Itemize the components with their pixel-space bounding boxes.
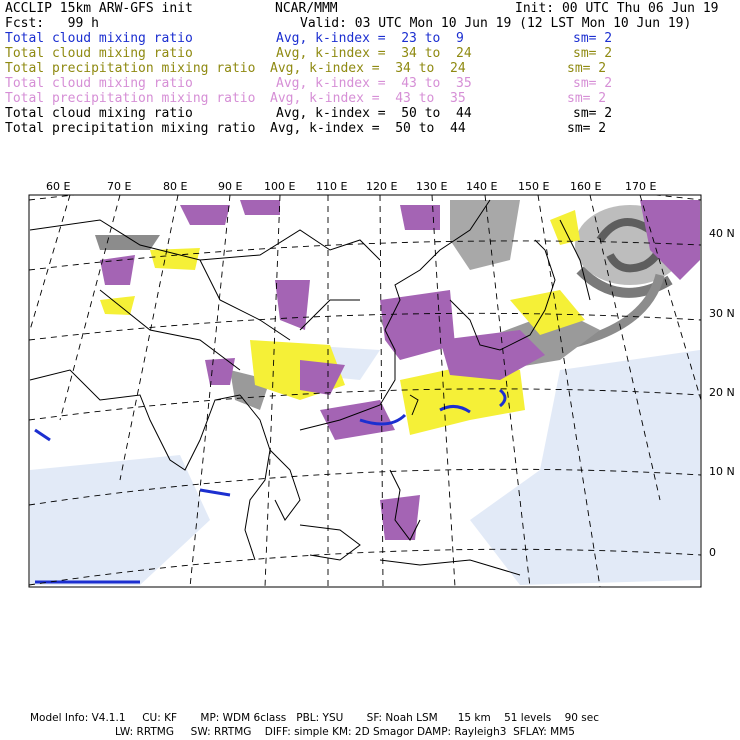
legend-name: Total cloud mixing ratio — [5, 76, 193, 91]
legend-name: Total cloud mixing ratio — [5, 31, 193, 46]
lon-label: 140 E — [466, 180, 498, 193]
lon-label: 160 E — [570, 180, 602, 193]
institution-label: NCAR/MMM — [275, 1, 338, 16]
lon-label: 130 E — [416, 180, 448, 193]
lon-label: 60 E — [46, 180, 71, 193]
lon-label: 100 E — [264, 180, 296, 193]
legend-sm: sm= 2 — [573, 106, 613, 121]
lon-label: 70 E — [107, 180, 132, 193]
lat-label: 10 N — [709, 465, 735, 478]
lon-label: 120 E — [366, 180, 398, 193]
lon-label: 170 E — [625, 180, 657, 193]
legend-name: Total cloud mixing ratio — [5, 46, 193, 61]
legend-sm: sm= 2 — [567, 121, 607, 136]
legend-avg: Avg, k-index = 43 to 35 — [270, 91, 466, 106]
lat-label: 30 N — [709, 307, 735, 320]
legend-name: Total precipitation mixing ratio — [5, 61, 256, 76]
legend-name: Total cloud mixing ratio — [5, 106, 193, 121]
valid-time: Valid: 03 UTC Mon 10 Jun 19 (12 LST Mon 10 Jun 19) — [300, 16, 692, 31]
lat-label: 0 — [709, 546, 716, 559]
lat-label: 40 N — [709, 227, 735, 240]
legend-name: Total precipitation mixing ratio — [5, 121, 256, 136]
legend-sm: sm= 2 — [573, 46, 613, 61]
legend-sm: sm= 2 — [567, 61, 607, 76]
legend-avg: Avg, k-index = 50 to 44 — [276, 106, 472, 121]
model-info-line2: LW: RRTMG SW: RRTMG DIFF: simple KM: 2D Smagor DAMP: Rayleigh3 SFLAY: MM5 — [115, 726, 575, 738]
forecast-hour: Fcst: 99 h — [5, 16, 99, 31]
legend-avg: Avg, k-index = 23 to 9 — [276, 31, 464, 46]
legend-sm: sm= 2 — [573, 76, 613, 91]
lon-label: 80 E — [163, 180, 188, 193]
legend-avg: Avg, k-index = 50 to 44 — [270, 121, 466, 136]
legend-avg: Avg, k-index = 34 to 24 — [276, 46, 472, 61]
legend-name: Total precipitation mixing ratio — [5, 91, 256, 106]
legend-avg: Avg, k-index = 43 to 35 — [276, 76, 472, 91]
lon-label: 150 E — [518, 180, 550, 193]
model-info-line1: Model Info: V4.1.1 CU: KF MP: WDM 6class PBL: YSU SF: Noah LSM 15 km 51 levels 90 sec — [30, 712, 599, 724]
lon-label: 110 E — [316, 180, 348, 193]
init-time: Init: 00 UTC Thu 06 Jun 19 — [515, 1, 719, 16]
lon-label: 90 E — [218, 180, 243, 193]
legend-sm: sm= 2 — [567, 91, 607, 106]
legend-sm: sm= 2 — [573, 31, 613, 46]
legend-avg: Avg, k-index = 34 to 24 — [270, 61, 466, 76]
lat-label: 20 N — [709, 386, 735, 399]
map-field — [29, 180, 701, 587]
model-title: ACCLIP 15km ARW-GFS init — [5, 1, 193, 16]
